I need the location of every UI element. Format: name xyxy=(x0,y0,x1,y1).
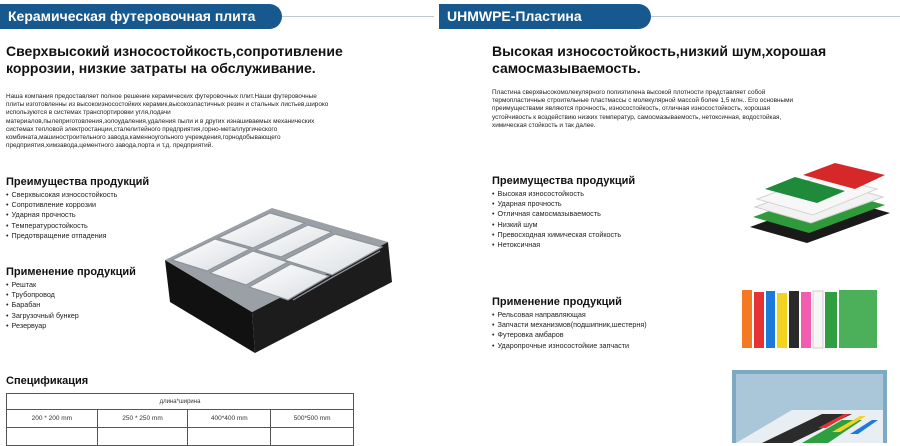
left-advantages-title: Преимущества продукций xyxy=(6,176,150,188)
list-item: • Нетоксичная xyxy=(492,240,712,250)
list-item: • Сверхвысокая износостойкость xyxy=(6,190,176,200)
right-header-rule xyxy=(651,16,900,17)
left-headline: Сверхвысокий износостойкость,сопротивление коррозии, низкие затраты на обслуживание. xyxy=(6,43,343,76)
list-item: • Низкий шум xyxy=(492,220,712,230)
list-item: • Сопротивление коррозии xyxy=(6,200,176,210)
right-applications-title: Применение продукций xyxy=(492,296,622,308)
left-applications-list xyxy=(6,280,146,331)
table-row xyxy=(7,394,354,410)
list-item: • Ударная прочность xyxy=(492,199,712,209)
right-description: Пластина сверхвысокомолекулярного полиэтилена высокой плотности представляет собой термопластичные строительные пластмассы с молекулярной массой более 1,5 млн.. Его основными преимуществами являются прочность, износостойкость, отличная износостойкость, хорошая устойчивость к воздействию низких температур, самосмазываемость, нетоксичная, водостойкая, химическая стойкость и так далее. xyxy=(492,89,794,129)
list-item: • Футеровка амбаров xyxy=(492,330,722,340)
left-applications-title: Применение продукций xyxy=(6,266,136,278)
left-description: Наша компания предоставляет полное решение керамических футеровочных плит.Наши футеровочные плиты изготовленны из высокоизносостойких керамик,высокоэластичных резин и стальных листьев,широко используются в системах транспортировки угля,подачи материалов,пылеприготовления,золоудаления,удаления пыли и в других изнашиваемых механических системах тепловой электростанции,сталелитейного предприятия,горно-металлургического комбината,машиностроительного завода,каменноугольного учреждения,горнодобывающего предприятия,химзавода,цементного завода,порта и т.д. предприятий. xyxy=(6,93,329,150)
uhmwpe-color-rods-image xyxy=(740,288,880,353)
list-item: • Трубопровод xyxy=(6,290,146,300)
right-advantages-title: Преимущества продукций xyxy=(492,175,636,187)
left-header-rule xyxy=(282,16,434,17)
list-item: • Загрузочный бункер xyxy=(6,311,146,321)
table-row xyxy=(7,410,354,428)
spec-table xyxy=(6,393,354,446)
left-advantages-list xyxy=(6,190,176,241)
right-applications-list xyxy=(492,310,722,351)
list-item: • Ударопрочные износостойкие запчасти xyxy=(492,341,722,351)
list-item: • Рештак xyxy=(6,280,146,290)
list-item: • Резервуар xyxy=(6,321,146,331)
list-item: • Превосходная химическая стойкость xyxy=(492,230,712,240)
list-item: • Барабан xyxy=(6,300,146,310)
right-advantages-list xyxy=(492,189,712,250)
ceramic-lining-plate-image xyxy=(160,190,400,360)
list-item: • Запчасти механизмов(подшипник,шестерня) xyxy=(492,320,722,330)
spec-title: Спецификация xyxy=(6,375,89,387)
list-item: • Высокая износостойкость xyxy=(492,189,712,199)
spec-cell: 500*500 mm xyxy=(271,410,354,428)
list-item: • Отличная самосмазываемость xyxy=(492,209,712,219)
right-headline: Высокая износостойкость,низкий шум,хорошая самосмазываемость. xyxy=(492,43,827,76)
list-item: • Предотвращение отпадения xyxy=(6,231,176,241)
left-section-tab: Керамическая футеровочная плита xyxy=(0,4,282,29)
list-item: • Ударная прочность xyxy=(6,210,176,220)
spec-cell: 400*400 mm xyxy=(188,410,271,428)
spec-cell: 250 * 250 mm xyxy=(97,410,188,428)
spec-header-cell: длина*ширина xyxy=(7,394,354,410)
uhmwpe-sheets-image xyxy=(745,155,895,245)
list-item: • Температуростойкость xyxy=(6,221,176,231)
list-item: • Рельсовая направляющая xyxy=(492,310,722,320)
spec-cell: 200 * 200 mm xyxy=(7,410,98,428)
right-section-tab: UHMWPE-Пластина xyxy=(439,4,651,29)
uhmwpe-panels-photo xyxy=(732,370,887,443)
